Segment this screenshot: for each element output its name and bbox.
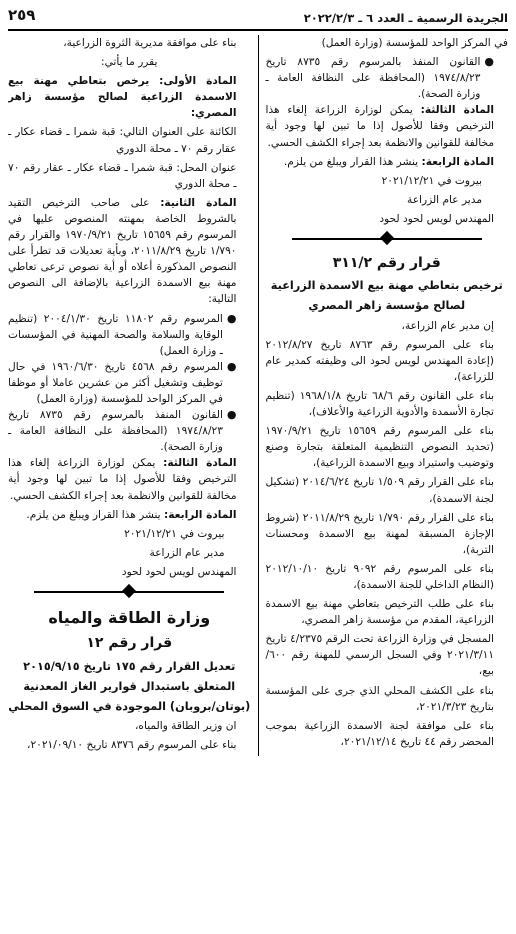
bullet-item (8, 359, 251, 407)
bullet-text: القانون المنفذ بالمرسوم رقم ٨٧٣٥ تاريخ ١٩٧٤/٨/٢٣ (المحافظة على النظافة العامة ـ وزارة الصحة). (8, 409, 223, 454)
recital: بناء على المرسوم رقم ٨٧٦٣ تاريخ ٢٠١٢/٨/٢٧ (إعادة المهندس لويس لحود الى وظيفته كمدير عام للزراعة)، (265, 338, 494, 383)
article-text: يرخص بتعاطي مهنة بيع الاسمدة الزراعية لصالح مؤسسة زاهر المصري: (8, 75, 237, 120)
recital: بناء على طلب الترخيص بتعاطي مهنة بيع الاسمدة الزراعية، المقدم من مؤسسة زاهر المصري، (265, 598, 494, 627)
recital: بناء على القرار رقم ١/٧٩٠ تاريخ ٢٠١١/٨/٢٩ (شروط الإجازة المسبقة لمهنة بيع الاسمدة ومحسنات التربة)، (265, 511, 494, 556)
section-divider (292, 233, 482, 245)
article-2 (8, 195, 251, 308)
recital: بناء على موافقة مديرية الثروة الزراعية، (63, 37, 237, 49)
bullet-item (266, 54, 509, 102)
decision-title-line1: ترخيص بتعاطي مهنة بيع الاسمدة الزراعية (270, 279, 503, 293)
article-1 (8, 73, 251, 121)
decides-line: يقرر ما يأتي: (101, 56, 158, 69)
article-text: ينشر هذا القرار ويبلغ من يلزم. (283, 155, 422, 168)
bullet-item (8, 311, 251, 359)
page-number: ٢٥٩ (8, 6, 36, 25)
issue-date: بيروت في ٢٠٢١/١٢/٢١ (381, 174, 482, 187)
bullet-item (8, 407, 251, 455)
signatory-title: مدير عام الزراعة (407, 193, 482, 206)
article-4 (8, 507, 251, 523)
recital: بناء على المرسوم رقم ٩٠٩٢ تاريخ ٢٠١٢/١٠/١٠ (النظام الداخلي للجنة الاسمدة)، (265, 562, 494, 592)
recital: المسجل في وزارة الزراعة تحت الرقم ٤/٢٣٧٥ تاريخ ٢٠٢١/٣/١١ وفي السجل الرسمي للمهنة رقم ٦٠٠/بيع، (265, 633, 494, 678)
left-column (8, 35, 258, 756)
bullet-icon: ● (226, 311, 237, 325)
article-text: على صاحب الترخيص التقيد بالشروط الخاصة بمهنته المنصوص عليها في المرسوم رقم ١٥٦٥٩ تاريخ ١٩٧٠/٩/٢١ والقرار رقم ١/٧٩٠ تاريخ ٢٠١١/٨/٢٩، وبأية تعديلات قد تطرأ على النصوص المذكورة أعلاه أو أية نصوص ترعى تعاطي مهنة بيع الاسمدة الزراعية بالإضافة الى النصوص التالية: (8, 196, 237, 306)
article-3 (266, 102, 509, 150)
article-label: المادة الثانية: (160, 196, 237, 209)
article-label: المادة الأولى: (159, 75, 237, 88)
gazette-issue-title: الجريدة الرسمية ـ العدد ٦ ـ ٢٠٢٢/٢/٣ (303, 10, 508, 25)
decision-title-line2: المتعلق باستبدال قوارير الغاز المعدنية (23, 679, 236, 693)
recital: بناء على الكشف المحلي الذي جرى على المؤسسة بتاريخ ٢٠٢١/٣/٢٣، (265, 684, 494, 713)
decision-intro: إن مدير عام الزراعة، (401, 319, 494, 332)
bullet-icon: ● (484, 55, 494, 69)
continued-line: في المركز الواحد للمؤسسة (وزارة العمل) (321, 37, 508, 49)
decision-title-line1: تعديل القرار رقم ١٧٥ تاريخ ٢٠١٥/٩/١٥ (23, 659, 236, 673)
section-divider (34, 586, 224, 598)
ministry-heading: وزارة الطاقة والمياه (48, 608, 211, 627)
decision-number: قرار رقم ٣١١/٢ (332, 255, 441, 272)
decision-number: قرار رقم ١٢ (86, 635, 173, 652)
decision-title-line2: لصالح مؤسسة زاهر المصري (308, 299, 466, 313)
bullet-text: المرسوم رقم ١١٨٠٢ تاريخ ٢٠٠٤/١/٣٠ (تنظيم الوقاية والسلامة والصحة المهنية في المؤسسات ـ وزارة العمل) (8, 312, 223, 357)
recital: بناء على القانون رقم ٦٨/٦ تاريخ ١٩٦٨/١/٨ (تنظيم تجارة الأسمدة والأدوية الزراعية والأعلاف)، (265, 389, 494, 419)
recital: بناء على القرار رقم ١/٥٠٩ تاريخ ٢٠١٤/٦/٢٤ (تشكيل لجنة الاسمدة)، (265, 476, 494, 505)
page-header (8, 5, 508, 31)
decision-intro: ان وزير الطاقة والمياه، (135, 720, 237, 733)
right-column (258, 35, 509, 756)
article-label: المادة الثالثة: (163, 457, 237, 470)
columns (8, 35, 508, 756)
decision-title-line3: (بوتان/بروبان) الموجودة في السوق المحلي (8, 699, 251, 713)
bullet-icon: ● (226, 408, 237, 422)
recital: بناء على موافقة لجنة الاسمدة الزراعية بموجب المحضر رقم ٤٤ تاريخ ٢٠٢١/١٢/١٤، (265, 719, 494, 748)
shop-address: عنوان المحل: قبة شمرا ـ قضاء عكار ـ عقار رقم ٧٠ ـ محلة الدوري (8, 161, 237, 190)
signatory-title: مدير عام الزراعة (149, 546, 225, 559)
article-3 (8, 455, 251, 503)
article-text: ينشر هذا القرار ويبلغ من يلزم. (26, 508, 164, 521)
signatory-name: المهندس لويس لحود لحود (121, 565, 237, 578)
recital: بناء على المرسوم رقم ١٥٦٥٩ تاريخ ١٩٧٠/٩/٢١ (تحديد النصوص التنظيمية المتعلقة بتجارة وصنع وتوضيب واستيراد وبيع الاسمدة الزراعية)، (265, 425, 494, 470)
issue-date: بيروت في ٢٠٢١/١٢/٢١ (124, 527, 225, 540)
bullet-text: المرسوم رقم ٤٥٦٨ تاريخ ١٩٦٠/٦/٣٠ في حال توظيف وتشغيل أكثر من عشرين عاملا أو موظفا في المركز الواحد للمؤسسة (وزارة العمل) (8, 360, 223, 405)
article-label: المادة الثالثة: (420, 104, 494, 117)
bullet-text: القانون المنفذ بالمرسوم رقم ٨٧٣٥ تاريخ ١٩٧٤/٨/٢٣ (المحافظة على النظافة العامة ـ وزارة الصحة). (265, 56, 481, 101)
article-text: يمكن لوزارة الزراعة إلغاء هذا الترخيص وفقا للأصول إذا ما تبين لها وجود أية مخالفة للقوانين والانظمة بعد إجراء الكشف الحسي. (265, 104, 494, 149)
article-label: المادة الرابعة: (163, 508, 237, 521)
registered-address: الكائنة على العنوان التالي: قبة شمرا ـ قضاء عكار ـ عقار رقم ٧٠ ـ محلة الدوري (8, 126, 237, 155)
article-text: يمكن لوزارة الزراعة إلغاء هذا الترخيص وفقا للأصول إذا ما تبين لها وجود أية مخالفة للقوانين والانظمة بعد إجراء الكشف الحسي. (8, 457, 237, 502)
article-label: المادة الرابعة: (421, 155, 494, 168)
recital: بناء على المرسوم رقم ٨٣٧٦ تاريخ ٢٠٢١/٠٩/١٠، (27, 739, 237, 752)
signatory-name: المهندس لويس لحود لحود (379, 212, 494, 225)
bullet-icon: ● (226, 359, 237, 373)
article-4 (266, 154, 509, 170)
